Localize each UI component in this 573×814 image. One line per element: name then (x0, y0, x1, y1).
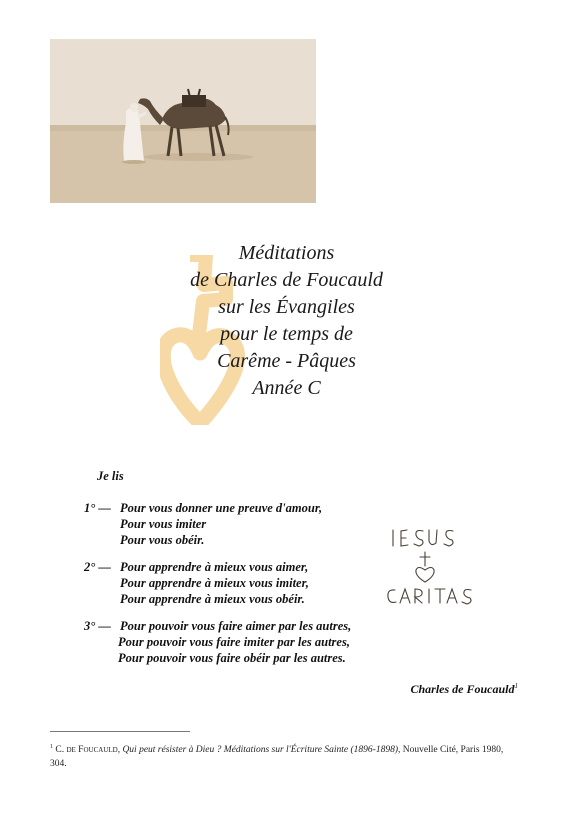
group-3-number: 3° — (84, 619, 111, 633)
author-name: Charles de Foucauld (410, 682, 515, 696)
author-attribution (410, 682, 518, 697)
title-line: de Charles de Foucauld (190, 269, 383, 291)
iesus-caritas-signature (383, 520, 483, 614)
footnote-author-initial: C. (55, 745, 65, 756)
title-line: Carême - Pâques (217, 350, 356, 372)
desert-photo (50, 39, 316, 203)
footnote-mark: 1 (50, 744, 53, 750)
camel-figure-image (50, 39, 316, 203)
group-2-line-3: Pour apprendre à mieux vous obéir. (120, 592, 305, 606)
group-3-line-1: Pour pouvoir vous faire aimer par les autres, (120, 619, 352, 633)
group-2-line-1: Pour apprendre à mieux vous aimer, (120, 560, 309, 574)
group-1-line-2: Pour vous imiter (120, 517, 207, 531)
footnote-author-name: de Foucauld (66, 745, 118, 756)
title-line: Méditations (238, 242, 335, 264)
group-1-number: 1° — (84, 501, 111, 515)
intro-text: Je lis (97, 469, 124, 483)
footnote-divider (50, 731, 190, 732)
group-2-line-2: Pour apprendre à mieux vous imiter, (120, 576, 309, 590)
page-title (0, 240, 573, 402)
group-2-number: 2° — (84, 560, 111, 574)
footnote-publisher: , Nouvelle Cité, Paris 1980, 304. (50, 745, 504, 770)
title-line: pour le temps de (220, 323, 353, 345)
title-line: sur les Évangiles (218, 296, 355, 318)
group-3-line-3: Pour pouvoir vous faire obéir par les autres. (118, 651, 346, 665)
group-1-line-3: Pour vous obéir. (120, 533, 205, 547)
group-1-line-1: Pour vous donner une preuve d'amour, (120, 501, 323, 515)
footnote-reference: 1 (514, 682, 518, 690)
group-3-line-2: Pour pouvoir vous faire imiter par les autres, (118, 635, 350, 649)
footnote: $^1$ C. de Foucauld, Qui peut résister à Dieu ? Méditations sur l'Écriture Sainte (1896-1898), Nouvelle Cité, Paris 1980, 304. (50, 744, 504, 770)
signature-icon (383, 520, 483, 610)
title-line: Année C (252, 377, 321, 399)
footnote-work-title: Qui peut résister à Dieu ? Méditations sur l'Écriture Sainte (1896-1898) (122, 745, 399, 756)
